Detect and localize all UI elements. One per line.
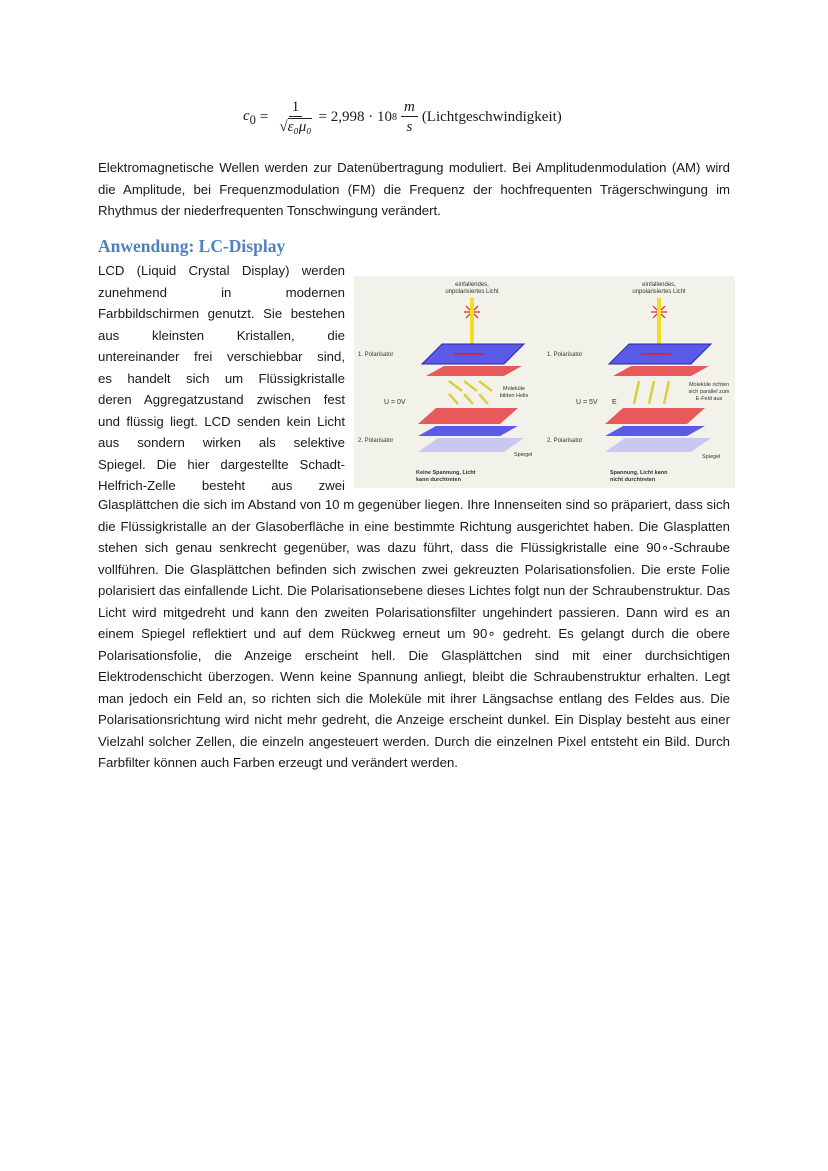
left-incoming-2: unpolarisiertes Licht [445, 289, 499, 295]
formula-lhs: c [243, 107, 250, 124]
formula-unit [401, 98, 418, 137]
wrap-line: Farbbildschirmen genutzt. Sie bestehen [98, 306, 345, 321]
left-molecules [449, 381, 492, 404]
main-paragraph: Glasplättchen die sich im Abstand von 10 m gegenüber liegen. Ihre Innenseiten sind so präpariert, dass sich die Flüssigkristalle an der Glasoberfläche in eine bestimmte Richtung ausgerichtet haben. Die Glasplatten stehen sich genau senkrecht gegenüber, was dazu führt, dass die Flüssigkristalle eine 90∘-Schraube vollführen. Die Glasplättchen befinden sich zwischen zwei gekreuzten Polarisationsfolien. Die erste Folie polarisiert das einfallende Licht. Die Polarisationsebene dieses Lichtes folgt nun der Schraubenstruktur. Das Licht wird mitgedreht und kann den zweiten Polarisationsfilter ungehindert passieren. Dann wird es an einem Spiegel reflektiert und auf dem Rückweg erneut um 90∘ gedreht. Es gelangt durch die obere Polarisationsfolie, die Anzeige erscheint hell. Die Glasplättchen sind mit einer durchsichtigen Elektrodenschicht überzogen. Wenn keine Spannung anliegt, bleibt die Schraubenstruktur erhalten. Legt man jedoch ein Feld an, so richten sich die Moleküle mit ihrer Längsachse entlang des Feldes aus. Die Polarisationsrichtung wird nicht mehr gedreht, die Anzeige erscheint dunkel. Ein Display besteht aus einer Vielzahl solcher Zellen, die einzeln angesteuert werden. Durch die einzelnen Pixel entsteht ein Bild. Durch Farbfilter können auch Farben erzeugt und verändert werden. [98, 497, 730, 770]
left-caption-2: kann durchtreten [416, 477, 461, 483]
right-caption-2: nicht durchtreten [610, 477, 656, 483]
wrap-line: Spiegel. Die hier dargestellte Schadt- [98, 456, 345, 472]
right-polarizer-1-label: 1. Polarisator [547, 352, 583, 358]
left-voltage: U = 0V [384, 399, 406, 406]
wrap-line: deren Aggregatzustand zwischen fest [98, 392, 345, 407]
wrap-line: aus kleinsten Kristallen, die [98, 327, 345, 343]
left-molecules-2: bilden Helix [499, 393, 529, 399]
left-crystal-top [426, 366, 522, 376]
right-molecules-2: sich parallel zum [688, 389, 730, 395]
right-crystal-bottom [605, 408, 705, 424]
left-polarizer-2-label: 2. Polarisator [358, 438, 394, 444]
left-mirror [418, 438, 524, 452]
right-polarizer-2 [605, 426, 705, 436]
formula-eq: = [259, 109, 269, 125]
right-field: E [612, 399, 617, 406]
right-mirror-label: Spiegel [702, 454, 721, 460]
right-incoming-2: unpolarisiertes Licht [632, 289, 686, 295]
wrap-line: und flüssig liegt. LCD senden kein Licht [98, 413, 345, 429]
right-mirror [605, 438, 711, 452]
light-speed-formula [243, 98, 562, 137]
wrap-line: zunehmend in modernen [98, 284, 345, 300]
right-molecules [634, 381, 669, 404]
left-panel [358, 282, 532, 483]
section-heading: Anwendung: LC-Display [98, 236, 286, 256]
right-caption-1: Spannung, Licht kann [610, 470, 668, 476]
formula-fraction [276, 98, 314, 137]
right-incoming-1: einfallendes, [642, 282, 676, 288]
wrap-text [98, 260, 345, 497]
formula-lhs-sub: 0 [249, 112, 256, 127]
left-molecules-1: Moleküle [502, 386, 526, 392]
intro-paragraph: Elektromagnetische Wellen werden zur Datenübertragung moduliert. Bei Amplitudenmodulation (AM) wird die Amplitude, bei Frequenzmodulation (FM) die Frequenz der hochfrequenten Trägerschwingung im Rhythmus der niederfrequenten Tonschwingung verändert. [98, 160, 730, 218]
formula-unit-den: s [406, 119, 413, 135]
formula-rhs: = 2,998 · 10 [318, 109, 392, 125]
right-panel [547, 282, 730, 483]
formula-denominator-text: ε₀μ₀ [287, 119, 312, 135]
lcd-diagram [354, 276, 735, 488]
left-crystal-bottom [418, 408, 518, 424]
right-crystal-top [613, 366, 709, 376]
left-polarizer-1-label: 1. Polarisator [358, 352, 394, 358]
left-polarizer-2 [418, 426, 518, 436]
left-mirror-label: Spiegel [514, 452, 533, 458]
right-molecules-1: Moleküle richten [688, 382, 730, 388]
left-caption-1: Keine Spannung, Licht [416, 470, 476, 476]
formula-note: (Lichtgeschwindigkeit) [421, 109, 562, 125]
left-incoming-1: einfallendes, [455, 282, 489, 288]
wrap-line: Helfrich-Zelle besteht aus zwei [98, 478, 345, 493]
right-voltage: U = 5V [576, 399, 598, 406]
wrap-line: es handelt sich um Flüssigkristalle [98, 370, 345, 386]
formula-numerator: 1 [289, 98, 303, 117]
formula-unit-num: m [401, 98, 418, 117]
right-polarizer-2-label: 2. Polarisator [547, 438, 583, 444]
wrap-line: LCD (Liquid Crystal Display) werden [98, 263, 345, 278]
right-molecules-3: E-Feld aus [695, 396, 723, 402]
formula-denominator: √ε₀μ₀ [279, 119, 312, 135]
wrap-line: aus sondern wirken als selektive [98, 435, 345, 450]
formula-exponent: 8 [391, 112, 397, 123]
wrap-line: untereinander frei verschiebbar sind, [98, 349, 345, 364]
